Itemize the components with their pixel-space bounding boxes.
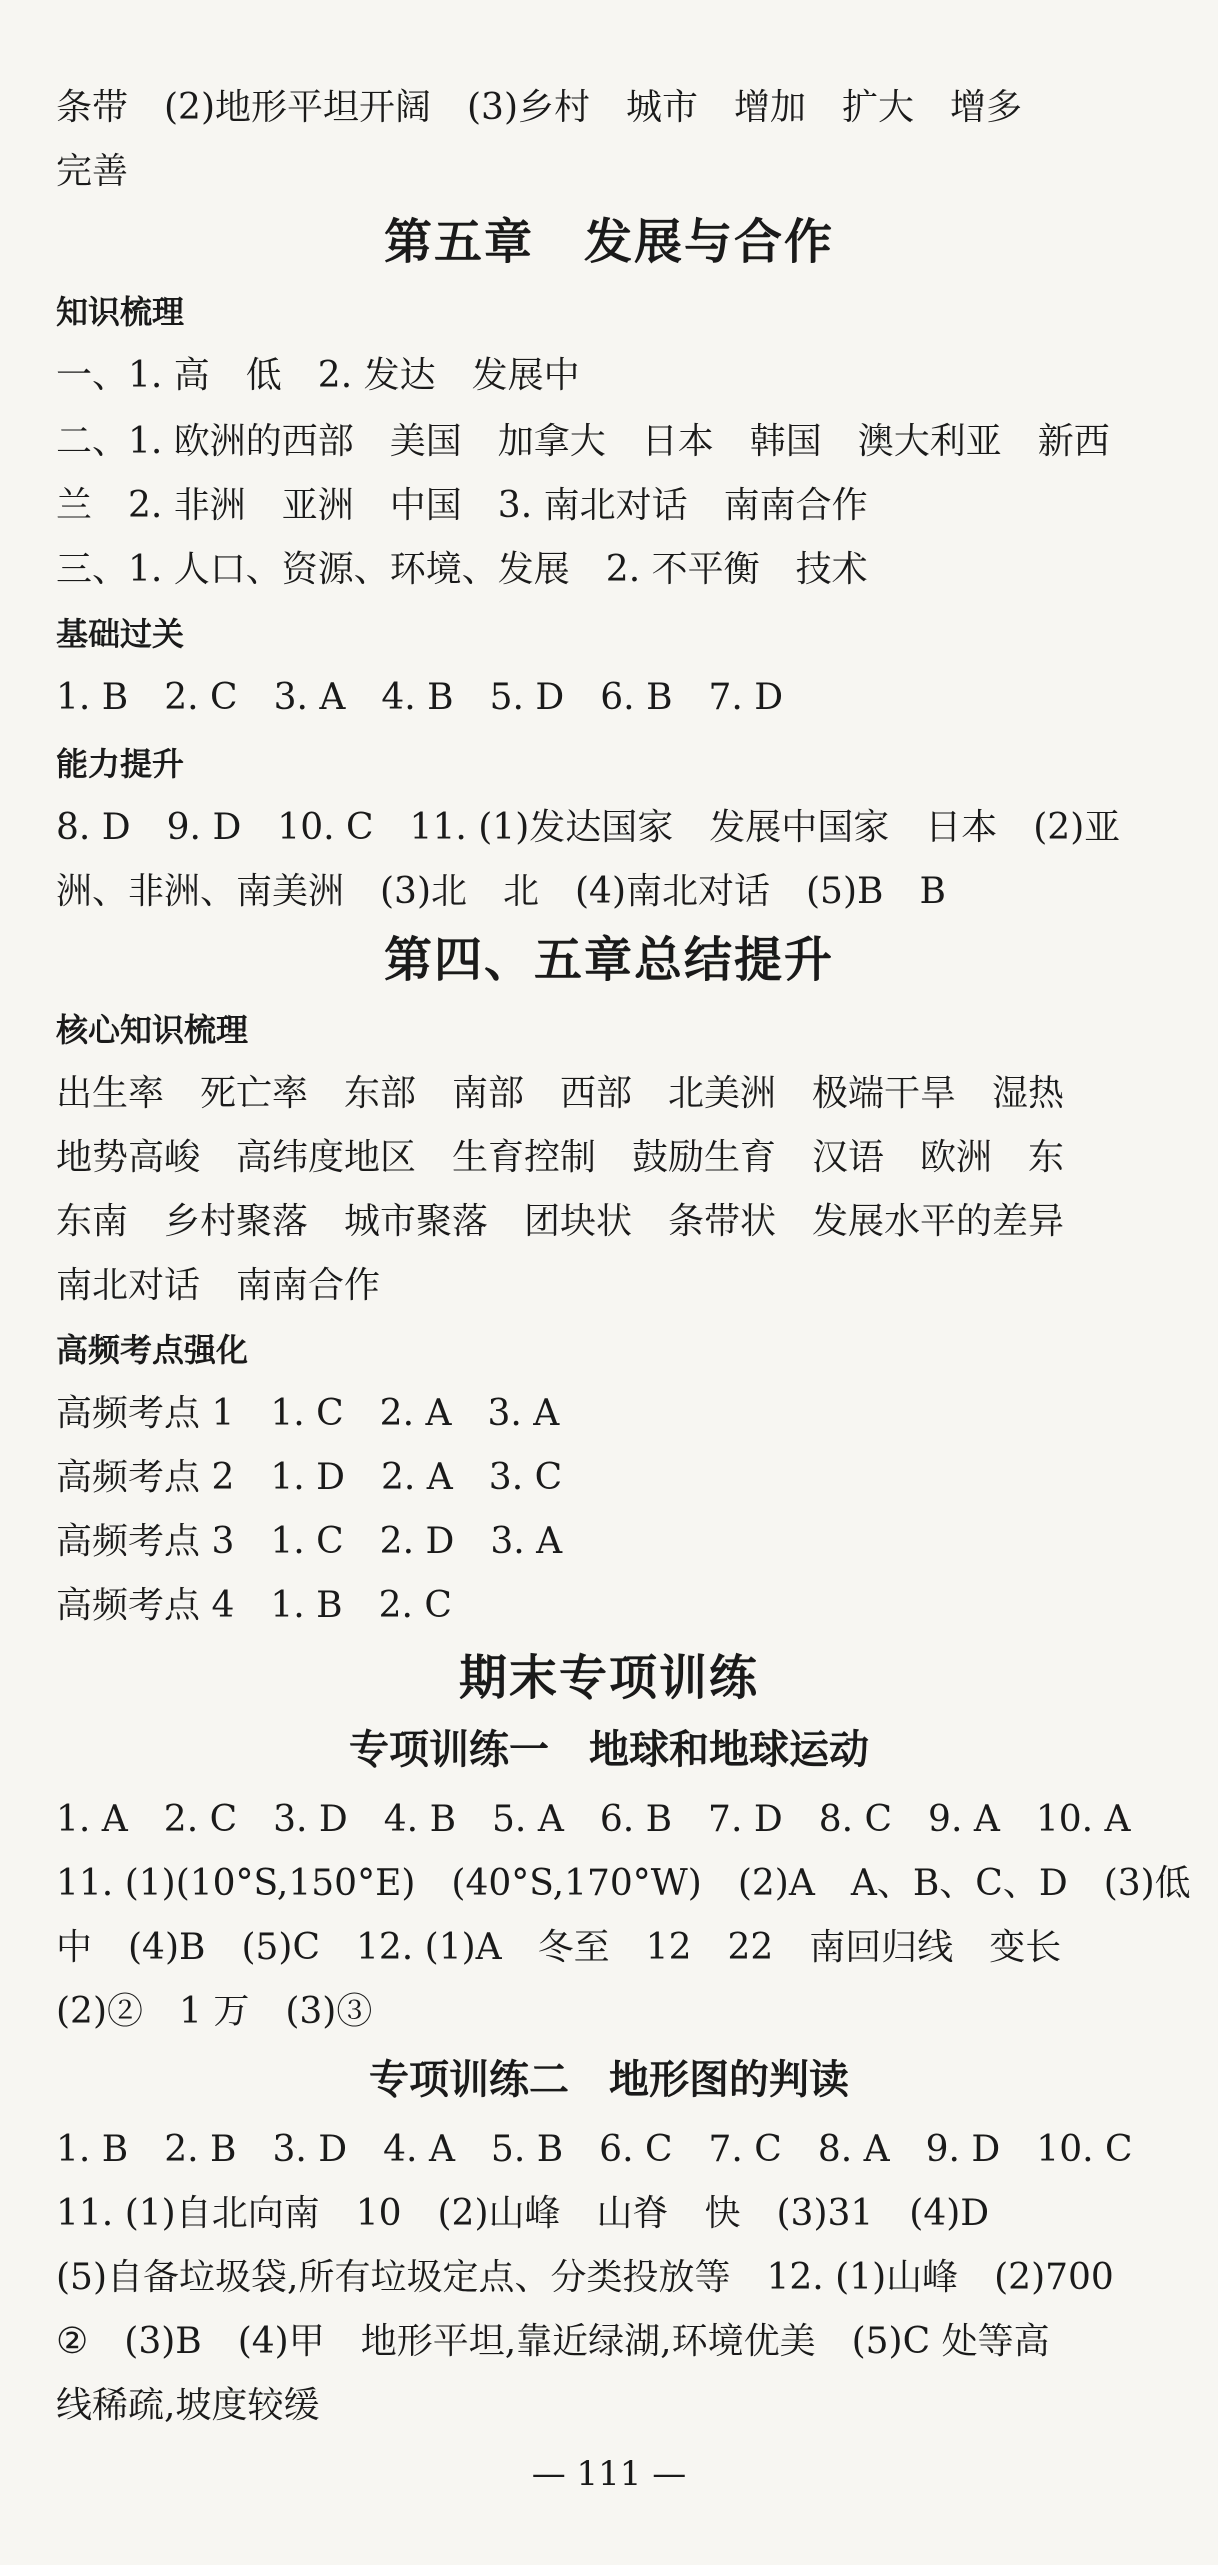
text-line: 三、1. 人口、资源、环境、发展 2. 不平衡 技术 xyxy=(56,549,868,590)
page-number: — 111 — xyxy=(531,2454,687,2494)
text-line: 出生率 死亡率 东部 南部 西部 北美洲 极端干旱 湿热 xyxy=(56,1073,1065,1114)
chapter-title: 期末专项训练 xyxy=(458,1650,759,1706)
chapter-title: 第五章 发展与合作 xyxy=(383,214,834,270)
section-heading: 核心知识梳理 xyxy=(56,1011,249,1049)
text-line: 1. B 2. C 3. A 4. B 5. D 6. B 7. D xyxy=(56,677,784,718)
text-line: 完善 xyxy=(56,151,129,192)
text-line: 一、1. 高 低 2. 发达 发展中 xyxy=(56,355,580,396)
text-line: 洲、非洲、南美洲 (3)北 北 (4)南北对话 (5)B B xyxy=(56,871,946,912)
chapter-title: 第四、五章总结提升 xyxy=(383,932,834,988)
text-line: 地势高峻 高纬度地区 生育控制 鼓励生育 汉语 欧洲 东 xyxy=(56,1137,1065,1178)
text-line: ② (3)B (4)甲 地形平坦,靠近绿湖,环境优美 (5)C 处等高 xyxy=(56,2321,1050,2362)
text-line: 兰 2. 非洲 亚洲 中国 3. 南北对话 南南合作 xyxy=(56,485,868,526)
text-line: (5)自备垃圾袋,所有垃圾定点、分类投放等 12. (1)山峰 (2)700 xyxy=(56,2257,1114,2298)
text-line: (2)② 1 万 (3)③ xyxy=(56,1991,373,2032)
text-line: 11. (1)自北向南 10 (2)山峰 山脊 快 (3)31 (4)D xyxy=(56,2193,990,2234)
text-line: 中 (4)B (5)C 12. (1)A 冬至 12 22 南回归线 变长 xyxy=(56,1927,1062,1968)
section-heading: 知识梳理 xyxy=(56,293,185,331)
text-line: 东南 乡村聚落 城市聚落 团块状 条带状 发展水平的差异 xyxy=(56,1201,1065,1242)
section-heading: 高频考点强化 xyxy=(56,1331,249,1369)
text-line: 线稀疏,坡度较缓 xyxy=(56,2385,320,2426)
text-line: 二、1. 欧洲的西部 美国 加拿大 日本 韩国 澳大利亚 新西 xyxy=(56,421,1110,462)
text-line: 高频考点 2 1. D 2. A 3. C xyxy=(56,1457,563,1498)
text-line: 1. A 2. C 3. D 4. B 5. A 6. B 7. D 8. C 9. A 10. A xyxy=(56,1799,1131,1840)
text-line: 高频考点 3 1. C 2. D 3. A xyxy=(56,1521,563,1562)
section-heading: 基础过关 xyxy=(56,615,185,653)
text-line: 1. B 2. B 3. D 4. A 5. B 6. C 7. C 8. A 9. D 10. C xyxy=(56,2129,1133,2170)
text-line: 11. (1)(10°S,150°E) (40°S,170°W) (2)A A、B、C、D (3)低 xyxy=(56,1863,1191,1904)
subsection-title: 专项训练一 地球和地球运动 xyxy=(349,1727,869,1773)
text-line: 8. D 9. D 10. C 11. (1)发达国家 发展中国家 日本 (2)亚 xyxy=(56,807,1121,848)
text-line: 高频考点 1 1. C 2. A 3. A xyxy=(56,1393,560,1434)
text-line: 高频考点 4 1. B 2. C xyxy=(56,1585,452,1626)
section-heading: 能力提升 xyxy=(56,745,185,783)
text-line: 条带 (2)地形平坦开阔 (3)乡村 城市 增加 扩大 增多 xyxy=(56,87,1022,128)
subsection-title: 专项训练二 地形图的判读 xyxy=(369,2057,849,2103)
text-line: 南北对话 南南合作 xyxy=(56,1265,381,1306)
